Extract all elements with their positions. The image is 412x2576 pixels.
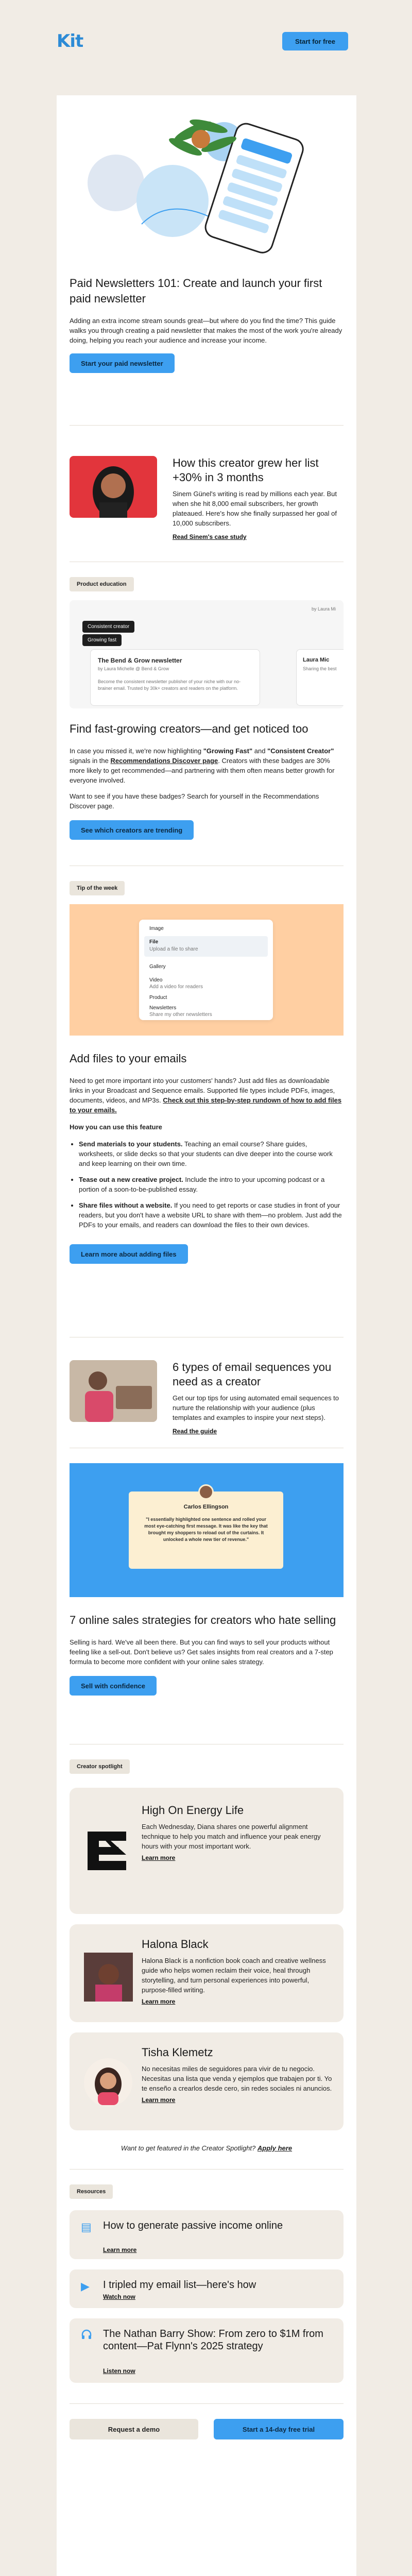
see-trending-creators-button[interactable]: See which creators are trending <box>70 820 194 840</box>
right-card-name: Laura Mic <box>303 657 330 663</box>
resource-title: How to generate passive income online <box>103 2220 283 2231</box>
right-card-line: Sharing the best <box>303 666 337 671</box>
resource-card[interactable] <box>70 2210 344 2259</box>
resource-card[interactable] <box>70 2318 344 2383</box>
sequences-title: 6 types of email sequences you need as a creator <box>173 1361 332 1388</box>
play-icon: ▶ <box>81 2280 90 2293</box>
quote-card <box>129 1492 283 1569</box>
sequences-photo <box>70 1360 157 1422</box>
start-for-free-button[interactable]: Start for free <box>282 32 348 50</box>
cta-row <box>57 2414 356 2445</box>
menu-newsletters-sub: Share my other newsletters <box>149 1012 212 1018</box>
add-files-mockup <box>70 904 344 1036</box>
halona-black-photo <box>84 1953 133 2002</box>
email-card <box>57 95 356 2576</box>
apply-here-link[interactable]: Apply here <box>257 2144 293 2152</box>
tip-body: Need to get more important into your customers' hands? Just add files as downloadable links in your Broadcast and Sequence emails. Supported file types include PDFs, images, documents, videos, and MP3s. Check out this step-by-step rundown of how to add files to your emails. <box>70 1077 342 1114</box>
resources-section <box>57 2184 356 2375</box>
creator-photo <box>70 456 157 518</box>
divider <box>70 425 344 426</box>
high-on-energy-logo <box>82 1826 131 1875</box>
education-body-2: Want to see if you have these badges? Search for yourself in the Recommendations Discover page. <box>70 792 319 810</box>
divider <box>70 2403 344 2404</box>
add-files-guide-link[interactable]: Check out this step-by-step rundown of how to add files to your emails. <box>70 1096 342 1114</box>
list-item: • Send materials to your students. Teaching an email course? Share guides, worksheets, or slide decks so that your students can dive deeper into the course work and keep learning on their own time. <box>79 1139 344 1168</box>
spotlight-body: Halona Black is a nonfiction book coach and creative wellness guide who helps women reclaim their voice, heal through storytelling, and turn personal experiences into powerful, purpose-filled writing. <box>142 1957 326 1994</box>
case-study-title: How this creator grew her list +30% in 3 months <box>173 456 319 484</box>
kit-logo[interactable]: Kit <box>57 31 83 52</box>
document-icon: ▤ <box>81 2221 92 2233</box>
quote-text: "I essentially highlighted one sentence and rolled your most eye-catching first message. It was like the key that brought my shoppers to reload out of the curtains. It unlocked a whole new tier of revenue." <box>144 1517 268 1542</box>
tip-section <box>57 881 356 1258</box>
spotlight-learn-more-link[interactable]: Learn more <box>142 2096 176 2104</box>
product-education-pill: Product education <box>70 577 134 591</box>
spotlight-cta: Want to get featured in the Creator Spotlight? Apply here <box>121 2144 293 2152</box>
request-demo-button[interactable]: Request a demo <box>70 2419 198 2439</box>
avatar <box>198 1484 214 1500</box>
creator-spotlight-section <box>57 1759 356 2152</box>
resource-link[interactable]: Learn more <box>103 2246 137 2253</box>
headphones-icon <box>81 2329 92 2340</box>
right-card-author: by Laura Mi <box>312 606 336 612</box>
quote-name: Carlos Ellingson <box>183 1504 229 1510</box>
sequences-body: Get our top tips for using automated email sequences to nurture the relationship with your audience (plus templates and examples to inspire your next steps). <box>173 1394 339 1421</box>
spotlight-name: Tisha Klemetz <box>142 2046 213 2059</box>
sales-body: Selling is hard. We've all been there. But you can find ways to sell your products without feeling like a sell-out. Don't believe us? Get sales insights from real creators and a 7-step formula to become more confident with your online sales strategy. <box>70 1638 333 1666</box>
menu-video-sub: Add a video for readers <box>149 984 203 990</box>
spotlight-learn-more-link[interactable]: Learn more <box>142 1998 176 2005</box>
education-body-1: In case you missed it, we're now highlighting "Growing Fast" and "Consistent Creator" signals in the Recommendations Discover page. Creators with these badges are 30% more likely to get recommended—and partnering with them often means better growth for everyone involved. <box>70 747 335 784</box>
tip-list <box>79 1139 344 1230</box>
resource-card[interactable] <box>70 2269 344 2308</box>
sequences-section <box>57 1352 356 1440</box>
creator-spotlight-pill: Creator spotlight <box>70 1759 130 1774</box>
education-title: Find fast-growing creators—and get noticed too <box>70 722 308 735</box>
resource-title: The Nathan Barry Show: From zero to $1M from content—Pat Flynn's 2025 strategy <box>103 2328 323 2352</box>
newsletter-author: by Laura Michelle @ Bend & Grow <box>98 666 169 671</box>
menu-file: File <box>149 939 159 945</box>
learn-about-files-button[interactable]: Learn more about adding files <box>70 1244 188 1264</box>
start-trial-button[interactable]: Start a 14-day free trial <box>214 2419 344 2439</box>
resource-title: I tripled my email list—here's how <box>103 2279 256 2291</box>
quote-panel <box>70 1463 344 1597</box>
resource-link[interactable]: Listen now <box>103 2367 135 2375</box>
menu-image: Image <box>149 926 164 931</box>
tisha-klemetz-photo <box>84 2058 133 2107</box>
sequences-guide-link[interactable]: Read the guide <box>173 1428 217 1435</box>
hero-body: Adding an extra income stream sounds great—but where do you find the time? This guide walks you through creating a paid newsletter that makes the most of the work you're already doing, helping you reach your audience and increase your income. <box>70 317 342 344</box>
consistent-creator-badge: Consistent creator <box>82 621 134 633</box>
menu-newsletters: Newsletters <box>149 1005 177 1011</box>
spotlight-name: Halona Black <box>142 1938 209 1951</box>
spotlight-card <box>70 1788 344 1914</box>
spotlight-learn-more-link[interactable]: Learn more <box>142 1854 176 1861</box>
menu-product: Product <box>149 995 167 1001</box>
tip-subhead: How you can use this feature <box>70 1123 162 1131</box>
divider <box>70 2169 344 2170</box>
start-paid-newsletter-button[interactable]: Start your paid newsletter <box>70 353 175 373</box>
sales-title: 7 online sales strategies for creators who hate selling <box>70 1614 336 1626</box>
recommendations-discover-link[interactable]: Recommendations Discover page <box>110 757 218 765</box>
menu-file-sub: Upload a file to share <box>149 946 198 952</box>
right-card <box>296 649 344 706</box>
hero-title: Paid Newsletters 101: Create and launch your first paid newsletter <box>70 277 322 305</box>
growing-fast-badge: Growing fast <box>82 634 122 646</box>
product-education-section <box>57 577 356 834</box>
case-study-link[interactable]: Read Sinem's case study <box>173 533 247 540</box>
top-bar <box>0 0 412 103</box>
spotlight-card <box>70 1924 344 2022</box>
newsletter-name: The Bend & Grow newsletter <box>98 657 182 664</box>
list-item: • Tease out a new creative project. Include the intro to your upcoming podcast or a portion of a soon-to-be-published essay. <box>79 1175 344 1194</box>
hero-illustration <box>70 106 344 255</box>
spotlight-name: High On Energy Life <box>142 1804 244 1817</box>
menu-video: Video <box>149 977 163 983</box>
resource-link[interactable]: Watch now <box>103 2293 135 2300</box>
case-study-body: Sinem Günel's writing is read by millions each year. But when she hit 8,000 email subscribers, her growth plateaued. Here's how she finally surpassed her goal of 10,000 subscribers. <box>173 490 337 527</box>
newsletter-card <box>90 649 260 706</box>
recommendations-mockup <box>70 600 344 708</box>
spotlight-body: Each Wednesday, Diana shares one powerful alignment technique to help you match and influence your peak energy hours with your most important work. <box>142 1823 321 1850</box>
newsletter-snippet: Become the consistent newsletter publisher of your niche with our no-brainer email. Trusted by 30k+ creators and readers on the platform. <box>98 679 241 691</box>
tip-of-the-week-pill: Tip of the week <box>70 881 125 895</box>
sell-with-confidence-button[interactable]: Sell with confidence <box>70 1676 157 1696</box>
case-study-section <box>57 443 356 540</box>
menu-gallery: Gallery <box>149 964 166 970</box>
spotlight-body: No necesitas miles de seguidores para vivir de tu negocio. Necesitas una lista que venda y ejemplos que trabajen por ti. Yo te enseño a crearlos desde cero, sin redes sociales ni anuncios. <box>142 2065 332 2092</box>
tip-title: Add files to your emails <box>70 1052 187 1065</box>
resources-pill: Resources <box>70 2184 113 2199</box>
spotlight-card <box>70 2032 344 2130</box>
list-item: • Share files without a website. If you need to get reports or case studies in front of your readers, but you don't have a website URL to share with them—no problem. Just add the PDFs to your emails, and readers can download the files to their own devices. <box>79 1200 344 1230</box>
